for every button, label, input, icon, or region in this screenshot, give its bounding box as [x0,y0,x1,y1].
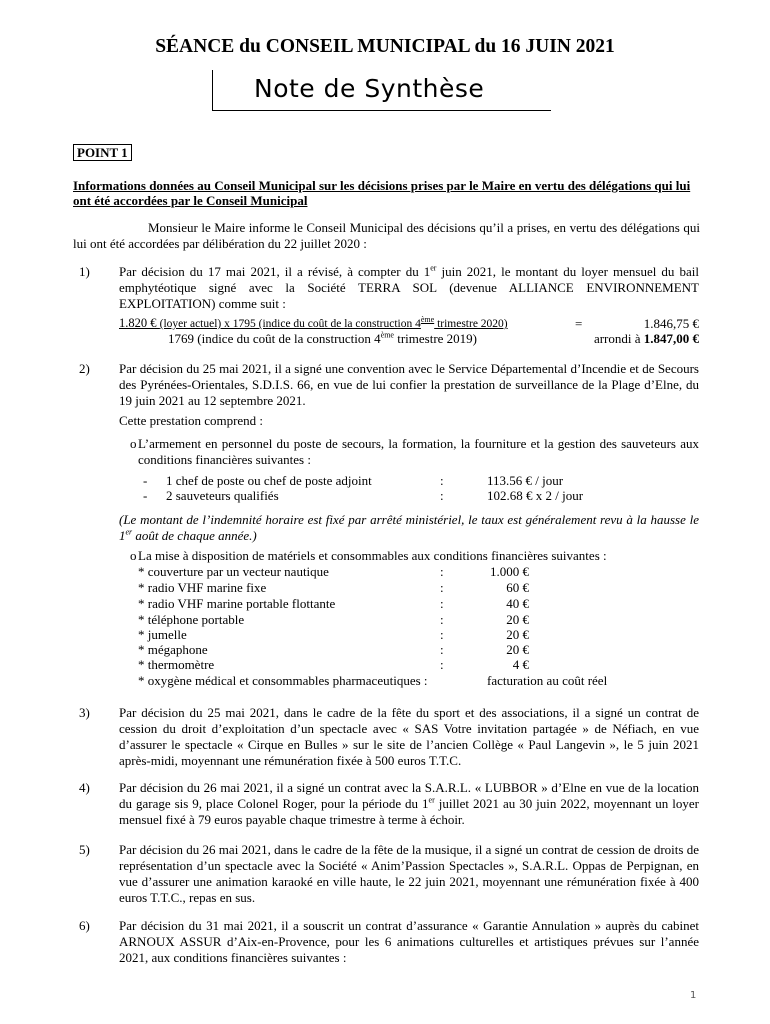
item-6-text: Par décision du 31 mai 2021, il a souscrit un contrat d’assurance « Garantie Annulation » auprès du cabinet ARNOUX ASSUR d’Aix-en-Provence, pour les 6 animations culturelles et artistiques prévues sur l’année 2021, aux conditions financières suivantes : [119,918,699,965]
page-number: 1 [690,990,697,1001]
table-row-value: 4 € [512,657,529,672]
table-row-value: 40 € [506,596,529,611]
table-row-label: * jumelle [138,627,187,642]
table-row-value: 20 € [506,627,529,642]
table-row-value: 1.000 € [490,564,529,579]
table-row-value: 20 € [506,612,529,627]
bullet-1-text: L’armement en personnel du poste de secours, la formation, la fourniture et la gestion des sauveteurs aux conditions financières suivantes : [138,436,699,467]
table-row-colon: : [440,488,444,503]
table-row-label: 1 chef de poste ou chef de poste adjoint [166,473,372,488]
table-row-label: * mégaphone [138,642,208,657]
table-row-value: 102.68 € x 2 / jour [487,488,584,503]
table-row-value: facturation au coût réel [487,673,608,688]
item-number: 6) [79,918,90,933]
item-3-text: Par décision du 25 mai 2021, dans le cadre de la fête du sport et des associations, il a signé un contrat de cession du droit d’exploitation d’un spectacle avec « SAS Votre invitation partagée » de Néfiach, en vue d’assurer le spectacle « Cirque en Bulles » sur le site de l’ancien Collège « Paul Langevin », le 5 juin 2021 après-midi, moyennant une rémunération fixée à 500 euros T.T.C. [119,705,699,768]
table-row-value: 113.56 € / jour [487,473,564,488]
table-row-dash: - [143,488,148,503]
item-5-text: Par décision du 26 mai 2021, dans le cadre de la fête de la musique, il a signé un contrat de cession de droits de représentation d’un spectacle avec la Société « Anim’Passion Spectacles », S.A.R.L. Oppas de Perpignan, en vue d’assurer une animation karaoké en ville haute, le 22 juin 2021, moyennant une rémunération fixée à 400 euros T.T.C., repas en sus. [119,842,699,905]
table-row-colon: : [440,627,444,642]
table-row-label: * thermomètre [138,657,215,672]
point-label: POINT 1 [73,144,132,161]
table-row-label: * radio VHF marine fixe [138,580,267,595]
intro-paragraph: Monsieur le Maire informe le Conseil Municipal des décisions qu’il a prises, en vertu des délégations qui lui ont été accordées par délibération du 22 juillet 2020 : [73,220,700,251]
bullet-icon: o [130,548,137,563]
table-row-label: * oxygène médical et consommables pharmaceutiques : [138,673,428,688]
calc-equals: = [575,316,583,331]
table-row-label: * couverture par un vecteur nautique [138,564,329,579]
section-heading: Informations données au Conseil Municipal sur les décisions prises par le Maire en vertu des délégations qui lui ont été accordées par le Conseil Municipal [73,178,691,208]
table-row-colon: : [440,642,444,657]
item-4-text: Par décision du 26 mai 2021, il a signé un contrat avec la S.A.R.L. « LUBBOR » d’Elne en vue de la location du garage sis 9, place Colonel Roger, pour la période du 1er juillet 2021 au 30 juin 2022, moyennant un loyer mensuel fixé à 79 euros payable chaque trimestre à terme à échoir. [119,780,699,827]
table-row-colon: : [440,657,444,672]
bullet-icon: o [130,436,137,451]
table-row-label: * téléphone portable [138,612,245,627]
table-row-label: * radio VHF marine portable flottante [138,596,336,611]
calc-line-1: 1.820 € (loyer actuel) x 1795 (indice du coût de la construction 4ème trimestre 2020) [119,314,508,330]
item-1-text: Par décision du 17 mai 2021, il a révisé, à compter du 1er juin 2021, le montant du loyer mensuel du bail emphytéotique signé avec la Société TERRA SOL (devenue ALLIANCE ENVIRONNEMENT EXPLOITATION) comme suit : [119,263,699,311]
indemnity-note: (Le montant de l’indemnité horaire est fixé par arrêté ministériel, le taux est généralement revu à la hausse le 1er août de chaque année.) [119,512,699,543]
item-number: 4) [79,780,90,795]
table-row-colon: : [440,473,444,488]
table-row-colon: : [440,596,444,611]
subtitle: Note de Synthèse [254,74,485,103]
bullet-2-text: La mise à disposition de matériels et consommables aux conditions financières suivantes : [138,548,607,563]
item-number: 5) [79,842,90,857]
table-row-value: 60 € [506,580,529,595]
table-row-label: 2 sauveteurs qualifiés [166,488,279,503]
table-row-value: 20 € [506,642,529,657]
page-title: SÉANCE du CONSEIL MUNICIPAL du 16 JUIN 2021 [155,36,615,57]
table-row-colon: : [440,564,444,579]
item-number: 2) [79,361,90,376]
item-number: 3) [79,705,90,720]
table-row-dash: - [143,473,148,488]
calc-result-1: 1.846,75 € [643,316,699,331]
item-2-text: Par décision du 25 mai 2021, il a signé une convention avec le Service Départemental d’Incendie et de Secours des Pyrénées-Orientales, S.D.I.S. 66, en vue de lui confier la prestation de surveillance de la Plage d’Elne, du 19 juin 2021 au 12 septembre 2021. [119,361,699,408]
calc-line-2: 1769 (indice du coût de la construction 4ème trimestre 2019) [168,330,478,346]
prestation-intro: Cette prestation comprend : [119,413,264,428]
table-row-colon: : [440,612,444,627]
table-row-colon: : [440,580,444,595]
calc-result-2: arrondi à 1.847,00 € [593,331,699,346]
item-number: 1) [79,264,90,279]
